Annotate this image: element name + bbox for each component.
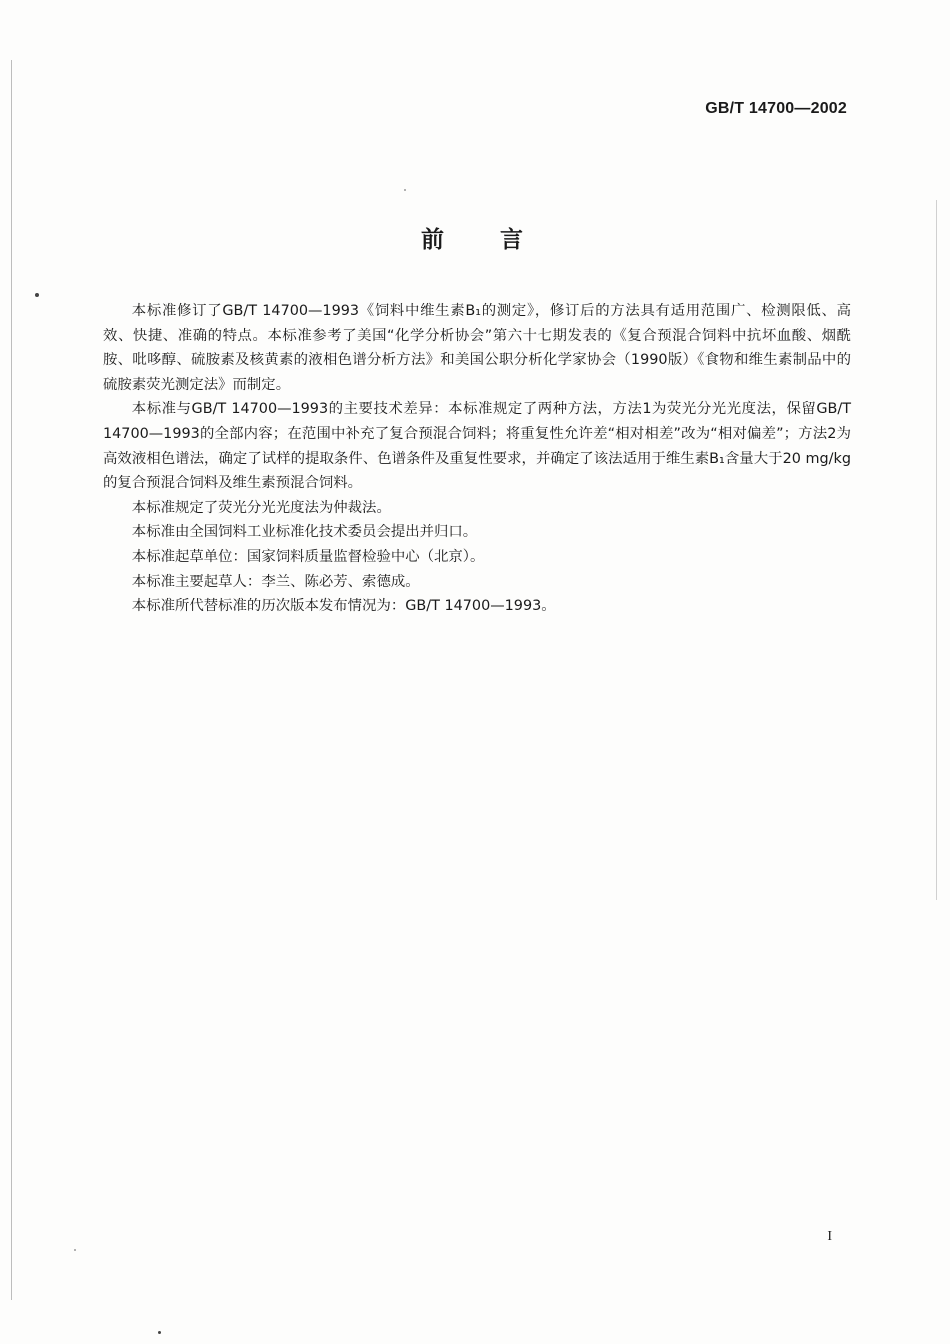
scan-margin-line-right [936,200,937,900]
paragraph: 本标准主要起草人：李兰、陈必芳、索德成。 [131,573,420,590]
paragraph: 本标准修订了GB/T 14700—1993《饲料中维生素B₁的测定》，修订后的方法具有适用范围广、检测限低、高效、快捷、准确的特点。本标准参考了美国“化学分析协会”第六十七期发表的《复合预混合饲料中抗坏血酸、烟酰胺、吡哆醇、硫胺素及核黄素的液相色谱分析方法》和美国公职分析化学家协会（1990版）《食物和维生素制品中的硫胺素荧光测定法》而制定。 [103,303,851,393]
foreword-body [103,299,851,619]
scan-speck [404,189,406,191]
paragraph: 本标准所代替标准的历次版本发布情况为：GB/T 14700—1993。 [131,598,556,615]
paragraph: 本标准由全国饲料工业标准化技术委员会提出并归口。 [131,524,478,541]
paragraph: 本标准起草单位：国家饲料质量监督检验中心（北京）。 [131,548,485,565]
page-title: 前言 [421,227,579,253]
paragraph: 本标准与GB/T 14700—1993的主要技术差异：本标准规定了两种方法，方法1为荧光分光光度法，保留GB/T 14700—1993的全部内容；在范围中补充了复合预混合饲料；将重复性允许差“相对相差”改为“相对偏差”；方法2为高效液相色谱法，确定了试样的提取条件、色谱条件及重复性要求，并确定了该法适用于维生素B₁含量大于20 mg/kg的复合预混合饲料及维生素预混合饲料。 [103,401,851,492]
scan-speck [35,293,39,297]
page-number: I [827,1229,832,1244]
paragraph: 本标准规定了荧光分光光度法为仲裁法。 [131,499,391,516]
scan-speck [158,1331,161,1334]
standard-number: GB/T 14700—2002 [705,100,847,117]
scan-speck [74,1249,76,1251]
